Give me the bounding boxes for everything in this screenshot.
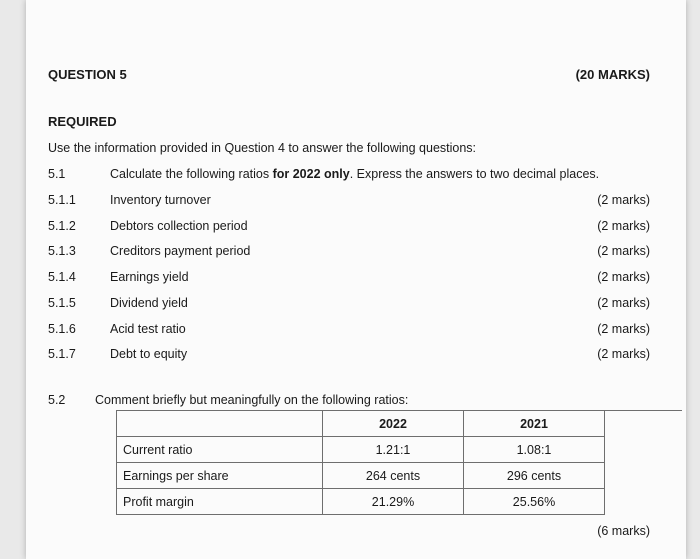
table-cell: Current ratio	[117, 437, 323, 463]
required-heading: REQUIRED	[48, 114, 117, 129]
table-row	[117, 489, 605, 515]
q51-text	[110, 167, 599, 181]
ratios-table	[116, 410, 605, 515]
item-label: Creditors payment period	[110, 244, 251, 258]
q51-text-after: . Express the answers to two decimal places.	[349, 167, 600, 181]
table-row	[117, 463, 605, 489]
table-header-cell: 2022	[323, 411, 464, 437]
q51-text-bold: for 2022 only	[272, 167, 350, 181]
item-marks: (2 marks)	[597, 244, 650, 258]
item-marks: (2 marks)	[597, 296, 650, 310]
item-number: 5.1.4	[48, 270, 76, 284]
item-label: Earnings yield	[110, 270, 189, 284]
table-top-rule	[603, 410, 682, 411]
q52-number: 5.2	[48, 393, 66, 407]
item-number: 5.1.1	[48, 193, 76, 207]
q51-number: 5.1	[48, 167, 66, 181]
q51-text-before: Calculate the following ratios	[110, 167, 273, 181]
q52-marks: (6 marks)	[597, 524, 650, 538]
total-marks: (20 MARKS)	[575, 67, 650, 82]
item-marks: (2 marks)	[597, 322, 650, 336]
table-cell: Profit margin	[117, 489, 323, 515]
item-label: Debtors collection period	[110, 219, 248, 233]
table-cell: Earnings per share	[117, 463, 323, 489]
intro-text: Use the information provided in Question 4 to answer the following questions:	[48, 141, 477, 155]
table-cell: 21.29%	[323, 489, 464, 515]
table-cell: 264 cents	[323, 463, 464, 489]
table-cell: 25.56%	[464, 489, 605, 515]
table-header-cell	[117, 411, 323, 437]
table-header-row	[117, 411, 605, 437]
item-label: Dividend yield	[110, 296, 188, 310]
item-label: Debt to equity	[110, 347, 188, 361]
table-header-cell: 2021	[464, 411, 605, 437]
item-number: 5.1.5	[48, 296, 76, 310]
q52-text: Comment briefly but meaningfully on the following ratios:	[95, 393, 409, 407]
item-label: Acid test ratio	[110, 322, 186, 336]
item-marks: (2 marks)	[597, 270, 650, 284]
table-cell: 1.21:1	[323, 437, 464, 463]
table-cell: 1.08:1	[464, 437, 605, 463]
item-number: 5.1.2	[48, 219, 76, 233]
item-number: 5.1.6	[48, 322, 76, 336]
item-marks: (2 marks)	[597, 219, 650, 233]
item-number: 5.1.7	[48, 347, 76, 361]
document-page	[26, 0, 686, 559]
table-row	[117, 437, 605, 463]
item-label: Inventory turnover	[110, 193, 211, 207]
item-marks: (2 marks)	[597, 347, 650, 361]
item-marks: (2 marks)	[597, 193, 650, 207]
question-title: QUESTION 5	[48, 67, 127, 82]
item-number: 5.1.3	[48, 244, 76, 258]
table-cell: 296 cents	[464, 463, 605, 489]
